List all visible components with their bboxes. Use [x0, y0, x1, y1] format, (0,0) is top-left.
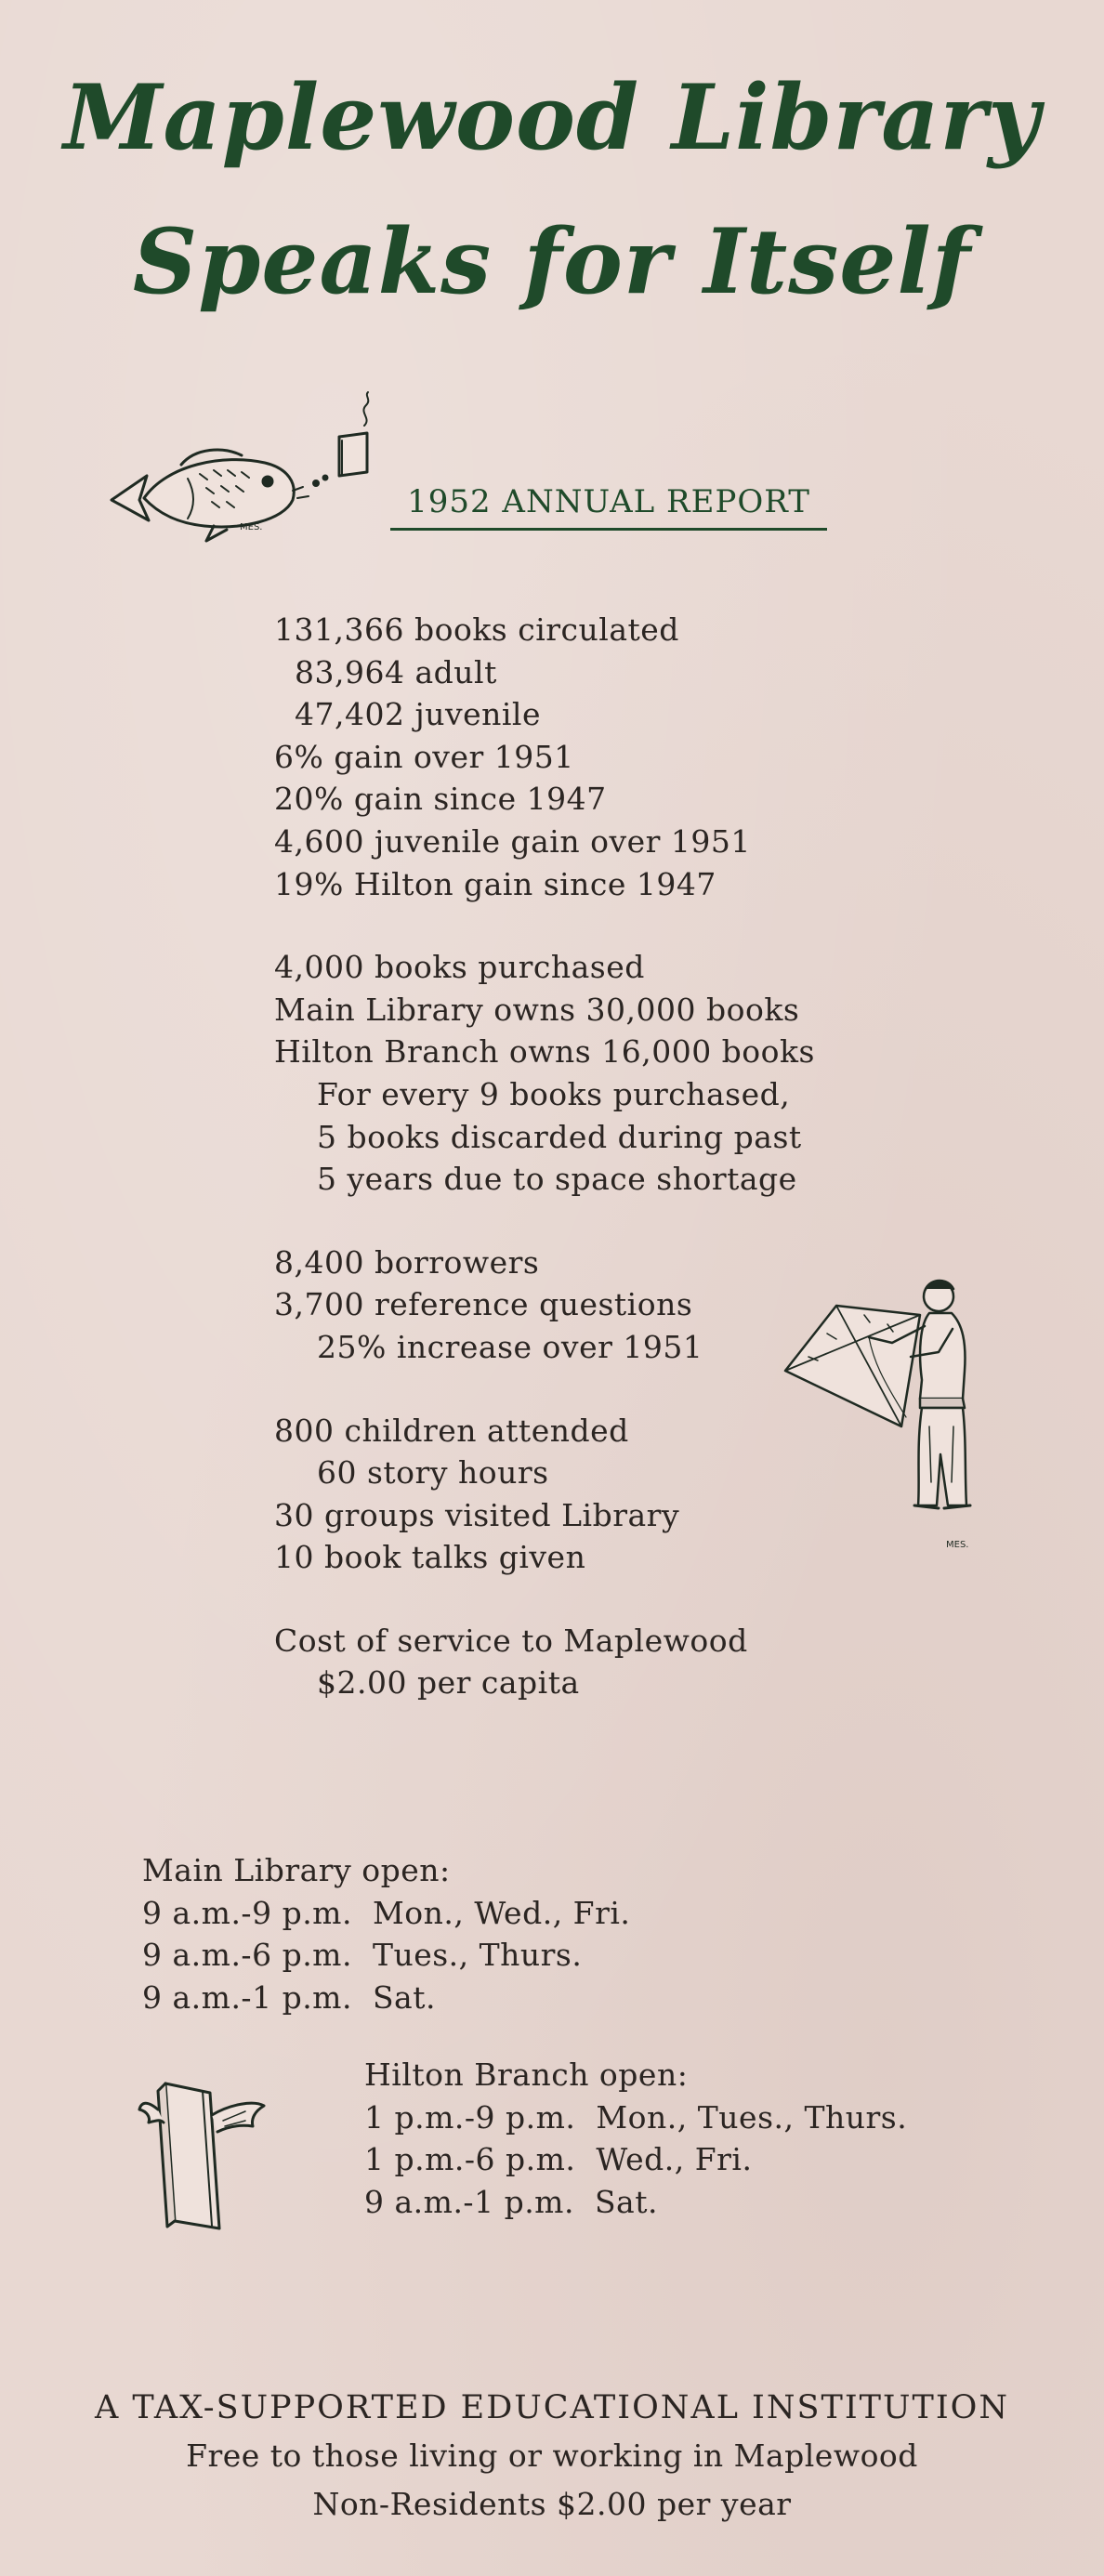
- circulation-group: [274, 609, 943, 905]
- books-group: [274, 946, 943, 1201]
- statistics-section: [274, 609, 943, 1745]
- footer-institution: A TAX-SUPPORTED EDUCATIONAL INSTITUTION: [94, 2389, 1009, 2426]
- hilton-branch-hours: [364, 2054, 1089, 2223]
- stat-line: $2.00 per capita: [317, 1664, 580, 1702]
- stat-line: 8,400 borrowers: [274, 1243, 540, 1281]
- stat-line: 20% gain since 1947: [274, 781, 607, 818]
- footer-free-access: Free to those living or working in Maplewood: [186, 2438, 918, 2474]
- stat-line: 19% Hilton gain since 1947: [274, 865, 716, 902]
- stat-line: 3,700 reference questions: [274, 1286, 693, 1323]
- hours-row: 9 a.m.-1 p.m. Sat.: [142, 1978, 436, 2016]
- stat-line: 4,000 books purchased: [274, 949, 645, 986]
- hours-row: 9 a.m.-9 p.m. Mon., Wed., Fri.: [142, 1894, 631, 1931]
- stat-line: 83,964 adult: [295, 653, 497, 690]
- report-heading: 1952 ANNUAL REPORT: [390, 483, 827, 531]
- stat-line: 5 books discarded during past: [317, 1118, 802, 1155]
- stat-line: Main Library owns 30,000 books: [274, 991, 800, 1028]
- stat-line: 60 story hours: [317, 1454, 549, 1492]
- stat-line: 30 groups visited Library: [274, 1496, 680, 1533]
- stat-line: 6% gain over 1951: [274, 738, 574, 775]
- title-line-1: Maplewood Library: [63, 65, 1041, 170]
- stat-line: 4,600 juvenile gain over 1951: [274, 822, 751, 860]
- fish-reading-icon: [102, 390, 390, 553]
- hours-row: 9 a.m.-6 p.m. Tues., Thurs.: [142, 1937, 583, 1973]
- stat-line: Hilton Branch owns 16,000 books: [274, 1033, 815, 1071]
- winged-book-icon: [138, 2072, 268, 2235]
- cost-group: [274, 1620, 943, 1704]
- stat-line: 10 book talks given: [274, 1539, 586, 1576]
- hours-row: 1 p.m.-9 p.m. Mon., Tues., Thurs.: [364, 2098, 908, 2136]
- stat-line: Cost of service to Maplewood: [274, 1622, 748, 1659]
- stat-line: 131,366 books circulated: [274, 611, 679, 648]
- main-library-hours: [142, 1849, 793, 2018]
- title-line-2: Speaks for Itself: [132, 209, 972, 314]
- stat-line: 47,402 juvenile: [295, 696, 542, 733]
- boy-with-kite-icon: [781, 1268, 994, 1566]
- fish-artist-initials: MES.: [240, 522, 263, 532]
- footer: [0, 2384, 1104, 2529]
- stat-line: 5 years due to space shortage: [317, 1161, 797, 1198]
- kite-artist-initials: MES.: [946, 1540, 969, 1550]
- stat-line: 25% increase over 1951: [317, 1328, 703, 1365]
- stat-line: 800 children attended: [274, 1412, 629, 1449]
- main-hours-heading: Main Library open:: [142, 1852, 451, 1888]
- footer-non-resident-fee: Non-Residents $2.00 per year: [312, 2486, 792, 2522]
- hours-row: 1 p.m.-6 p.m. Wed., Fri.: [364, 2141, 753, 2177]
- stat-line: For every 9 books purchased,: [317, 1075, 791, 1112]
- branch-hours-heading: Hilton Branch open:: [364, 2057, 689, 2093]
- hours-row: 9 a.m.-1 p.m. Sat.: [364, 2183, 658, 2220]
